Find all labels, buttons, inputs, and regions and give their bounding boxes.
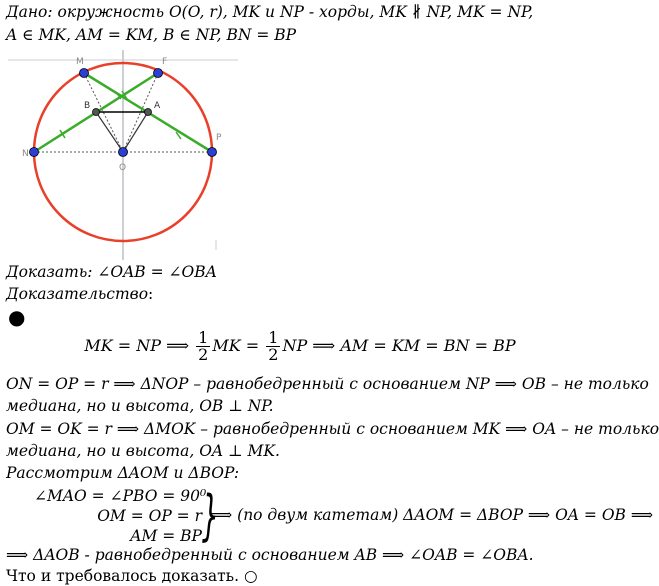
point-a [145,109,152,116]
label-m: M [76,57,84,67]
label-p: P [216,133,222,143]
right-brace: } [202,484,220,547]
proof-label: Доказательство [6,285,149,303]
given-line-2: A ∈ MK, AM = KM, B ∈ NP, BN = BP [6,26,297,44]
given-label: Дано [6,3,48,21]
fraction-half-1 [196,330,210,363]
bullet: ● [8,305,26,329]
condition-2: OM = OP = r [97,507,202,525]
condition-3: AM = BP [130,527,202,545]
conditions-lines [34,486,207,546]
proof-step-2b: медиана, но и высота, OA ⊥ MK. [6,442,280,460]
proof-step-1a: ON = OP = r ⟹ ΔNOP – равнобедренный с основанием NP ⟹ OB – не только [6,375,649,393]
label-f: F [162,57,168,67]
frac-num-2: 1 [268,328,279,347]
proof-step-1b: медиана, но и высота, OB ⊥ NP. [6,397,274,415]
frac-den-2: 2 [268,345,279,364]
proof-consider: Рассмотрим ΔAOM и ΔBOP: [6,464,240,482]
condition-1: ∠MAO = ∠PBO = 90⁰ [34,487,207,505]
point-m [80,69,89,78]
brace-conclusion: ⟹ (по двум катетам) ΔAOM = ΔBOP ⟹ OA = OB ⟹ [210,506,654,524]
proof-step-2a: OM = OK = r ⟹ ΔMOK – равнобедренный с основанием MK ⟹ OA – не только [6,420,659,438]
frac-den-1: 2 [198,345,209,364]
proof-final: ⟹ ΔAOB - равнобедренный с основанием AB ⟹ ∠OAB = ∠OBA. [6,546,534,564]
label-o: O [119,163,127,173]
eq-mid: MK = [212,336,265,355]
geometry-figure [8,50,238,260]
proof-label-suffix: : [148,285,154,303]
prove-label: Доказать [6,263,88,281]
eq-right: NP ⟹ AM = KM = BN = BP [282,336,516,355]
fraction-half-2 [266,330,280,363]
point-n [30,148,39,157]
point-b [93,109,100,116]
point-p [208,148,217,157]
given-text-1: : окружность O(O, r), MK и NP - хорды, MK ∦ NP, MK = NP, [47,3,534,21]
label-a: A [154,101,161,111]
point-o [119,148,128,157]
given-line-1 [6,2,533,22]
frac-num-1: 1 [198,328,209,347]
label-n: N [22,149,29,159]
prove-statement: : ∠OAB = ∠OBA [87,263,217,281]
point-k [154,69,163,78]
proof-heading [6,284,153,304]
label-b: B [84,101,91,111]
eq-left: MK = NP ⟹ [84,336,195,355]
segment-ob [96,112,123,152]
prove-line [6,262,217,282]
segment-oa [123,112,148,152]
proof-qed: Что и требовалось доказать. ○ [6,567,258,585]
central-equation [0,330,600,363]
